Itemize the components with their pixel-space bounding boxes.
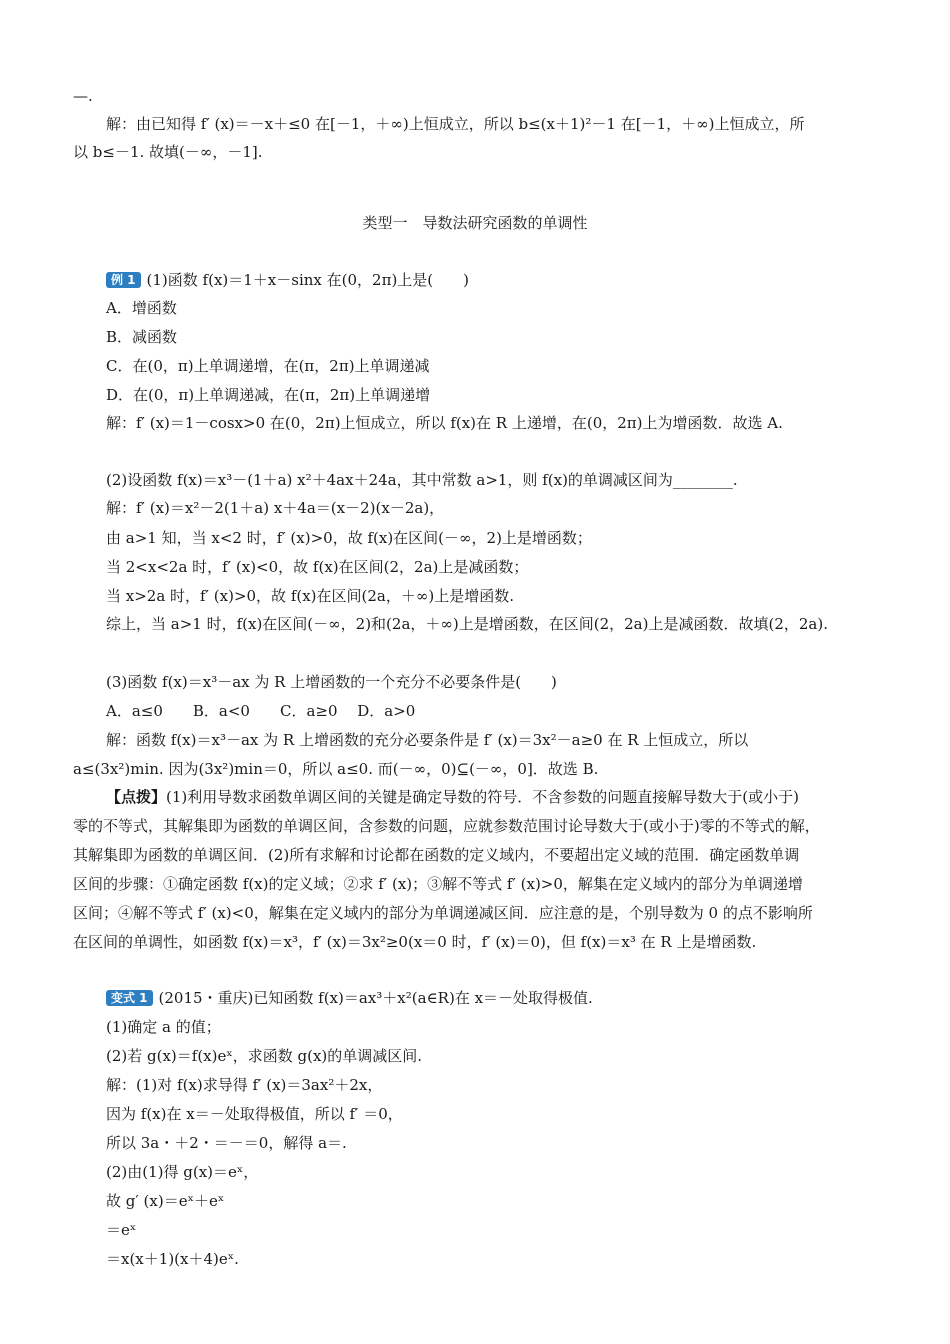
example-badge: 例 1 bbox=[106, 272, 141, 288]
text-line: (1)函数 f(x)＝1＋x－sinx 在(0，2π)上是( ) bbox=[146, 271, 470, 289]
text-line: 解：f′ (x)＝1－cosx>0 在(0，2π)上恒成立，所以 f(x)在 R 上递增，在(0，2π)上为增函数．故选 A. bbox=[106, 414, 783, 432]
text-line: 当 2<x<2a 时，f′ (x)<0，故 f(x)在区间(2，2a)上是减函数； bbox=[106, 558, 529, 576]
variant-badge: 变式 1 bbox=[106, 990, 153, 1006]
text-line: 解：函数 f(x)＝x³－ax 为 R 上增函数的充分必要条件是 f′ (x)＝3x²－a≥0 在 R 上恒成立，所以 bbox=[106, 731, 749, 749]
option-d: D．在(0，π)上单调递减，在(π，2π)上单调递增 bbox=[106, 386, 431, 404]
text-line: 零的不等式，其解集即为函数的单调区间，含参数的问题，应就参数范围讨论导数大于(或小于)零的不等式的解， bbox=[73, 817, 820, 835]
text-line: ＝x(x＋1)(x＋4)eˣ. bbox=[106, 1250, 239, 1268]
text-line: (3)函数 f(x)＝x³－ax 为 R 上增函数的一个充分不必要条件是( ) bbox=[106, 673, 557, 691]
text-line: (2015・重庆)已知函数 f(x)＝ax³＋x²(a∈R)在 x＝－处取得极值. bbox=[158, 989, 593, 1007]
example-1-line bbox=[106, 270, 469, 290]
tip-heading: 【点拨】 bbox=[106, 788, 167, 806]
text-line: a≤(3x²)min. 因为(3x²)min＝0，所以 a≤0. 而(－∞，0)⊆(－∞，0]．故选 B. bbox=[73, 760, 599, 778]
text-line: (1)确定 a 的值； bbox=[106, 1018, 221, 1036]
text-line: 解：(1)对 f(x)求导得 f′ (x)＝3ax²＋2x， bbox=[106, 1076, 383, 1094]
text-line: 所以 3a・＋2・＝－＝0，解得 a＝. bbox=[106, 1134, 347, 1152]
text-line: 当 x>2a 时，f′ (x)>0，故 f(x)在区间(2a，＋∞)上是增函数. bbox=[106, 587, 514, 605]
option-b: B．减函数 bbox=[106, 328, 178, 346]
tip-line bbox=[106, 787, 799, 807]
text-line: 其解集即为函数的单调区间．(2)所有求解和讨论都在函数的定义域内，不要超出定义域的范围．确定函数单调 bbox=[73, 846, 800, 864]
text-line: —. bbox=[73, 87, 93, 105]
text-line: ＝eˣ bbox=[106, 1221, 137, 1239]
text-line: 解：由已知得 f′ (x)＝－x＋≤0 在[－1，＋∞)上恒成立，所以 b≤(x＋1)²－1 在[－1，＋∞)上恒成立，所 bbox=[106, 115, 805, 133]
text-line: 区间的步骤：①确定函数 f(x)的定义域；②求 f′ (x)；③解不等式 f′ (x)>0，解集在定义域内的部分为单调递增 bbox=[73, 875, 803, 893]
option-a: A．增函数 bbox=[106, 299, 177, 317]
variant-1-line bbox=[106, 988, 593, 1008]
text-line: 因为 f(x)在 x＝－处取得极值，所以 f′ ＝0， bbox=[106, 1105, 403, 1123]
text-line: (2)由(1)得 g(x)＝eˣ， bbox=[106, 1163, 259, 1181]
options-line: A．a≤0 B．a<0 C．a≥0 D．a>0 bbox=[106, 702, 416, 720]
text-line: (2)设函数 f(x)＝x³－(1＋a) x²＋4ax＋24a，其中常数 a>1，则 f(x)的单调减区间为________. bbox=[106, 471, 738, 489]
text-line: (2)若 g(x)＝f(x)eˣ，求函数 g(x)的单调减区间. bbox=[106, 1047, 423, 1065]
text-line: 综上，当 a>1 时，f(x)在区间(－∞，2)和(2a，＋∞)上是增函数，在区间(2，2a)上是减函数．故填(2，2a). bbox=[106, 615, 828, 633]
option-c: C．在(0，π)上单调递增，在(π，2π)上单调递减 bbox=[106, 357, 430, 375]
text-line: (1)利用导数求函数单调区间的关键是确定导数的符号．不含参数的问题直接解导数大于(或小于) bbox=[166, 788, 799, 806]
text-line: 故 g′ (x)＝eˣ＋eˣ bbox=[106, 1192, 225, 1210]
text-line: 由 a>1 知，当 x<2 时，f′ (x)>0，故 f(x)在区间(－∞，2)上是增函数； bbox=[106, 529, 592, 547]
text-line: 区间；④解不等式 f′ (x)<0，解集在定义域内的部分为单调递减区间．应注意的是，个别导数为 0 的点不影响所 bbox=[73, 904, 813, 922]
text-line: 在区间的单调性，如函数 f(x)＝x³，f′ (x)＝3x²≥0(x＝0 时，f′ (x)＝0)，但 f(x)＝x³ 在 R 上是增函数. bbox=[73, 933, 757, 951]
text-line: 以 b≤－1. 故填(－∞，－1]. bbox=[73, 143, 263, 161]
text-line: 解：f′ (x)＝x²－2(1＋a) x＋4a＝(x－2)(x－2a)， bbox=[106, 499, 445, 517]
section-title: 类型一 导数法研究函数的单调性 bbox=[362, 214, 588, 232]
